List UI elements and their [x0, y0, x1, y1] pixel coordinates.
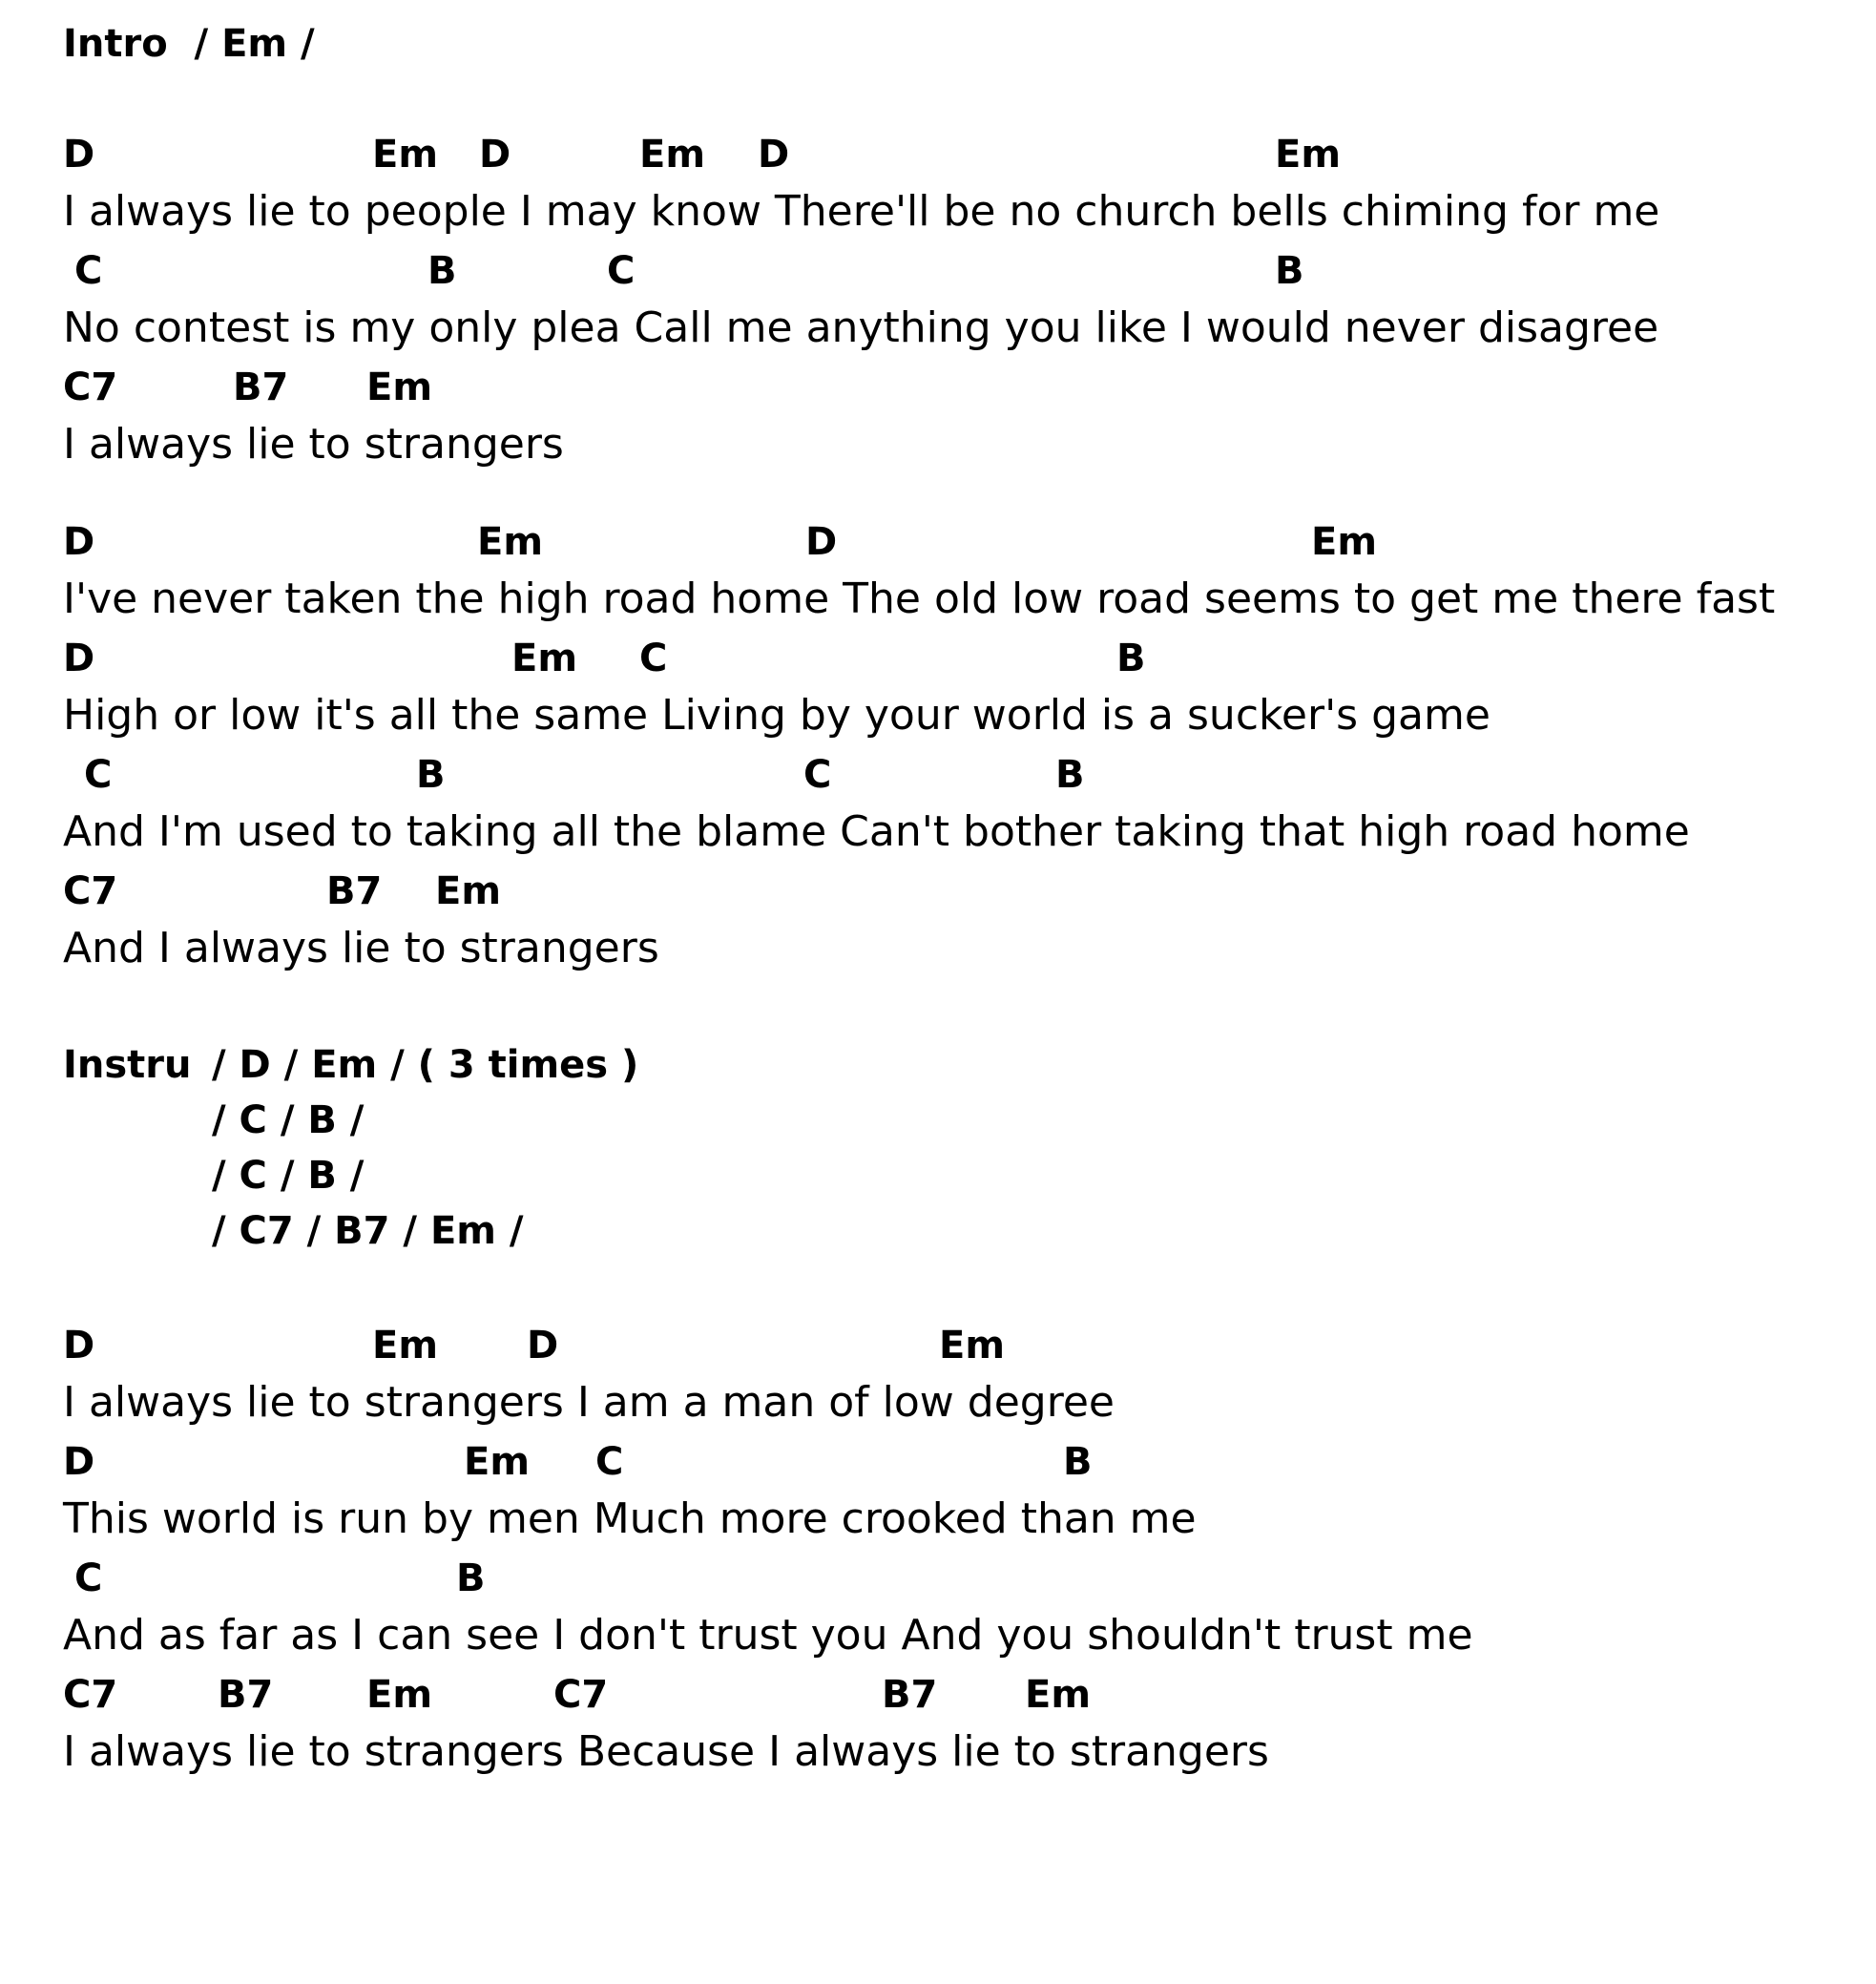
verse3-line1-chords: [63, 1324, 1006, 1372]
chord: B7: [218, 1673, 274, 1717]
instrumental-label: Instru: [63, 1043, 192, 1087]
chord: C: [607, 249, 636, 293]
chord: C7: [63, 869, 118, 913]
chord: B: [1116, 637, 1146, 680]
verse1-line1-lyric: I always lie to people I may know There'll be no church bells chiming for me: [63, 187, 1660, 236]
verse3-line1-lyric: I always lie to strangers I am a man of low degree: [63, 1378, 1115, 1427]
chord: D: [63, 637, 95, 680]
chord: B: [1055, 753, 1085, 797]
chord: D: [63, 1324, 95, 1368]
chord: Em: [372, 133, 439, 177]
chord: Em: [939, 1324, 1006, 1368]
chord: C7: [63, 1673, 118, 1717]
chord: Em: [1311, 520, 1378, 564]
chord: C: [74, 1556, 103, 1600]
chord: B7: [882, 1673, 938, 1717]
chord: B7: [326, 869, 383, 913]
chord: Em: [435, 869, 502, 913]
chord: C7: [553, 1673, 609, 1717]
instrumental-row: / C7 / B7 / Em /: [212, 1209, 524, 1253]
chord: B7: [233, 365, 289, 409]
chord: B: [1063, 1440, 1093, 1484]
chord: Em: [372, 1324, 439, 1368]
chord: Em: [1025, 1673, 1092, 1717]
chord: D: [63, 520, 95, 564]
chord: C: [639, 637, 668, 680]
verse2-line4-lyric: And I always lie to strangers: [63, 924, 659, 972]
chord: C7: [63, 365, 118, 409]
chord: B: [427, 249, 457, 293]
verse3-line4-chords: [63, 1673, 1092, 1722]
chord: Em: [511, 637, 578, 680]
instrumental-row: / C / B /: [212, 1098, 365, 1142]
instrumental-row: / C / B /: [212, 1154, 365, 1198]
verse3-line3-lyric: And as far as I can see I don't trust you And you shouldn't trust me: [63, 1611, 1473, 1660]
chord: C: [84, 753, 113, 797]
verse2-line3-lyric: And I'm used to taking all the blame Can't bother taking that high road home: [63, 807, 1690, 856]
verse2-line4-chords: [63, 869, 502, 918]
chord: Em: [1275, 133, 1342, 177]
chord: D: [758, 133, 790, 177]
verse2-line1-lyric: I've never taken the high road home The old low road seems to get me there fast: [63, 574, 1776, 623]
verse2-line2-lyric: High or low it's all the same Living by your world is a sucker's game: [63, 691, 1490, 740]
verse1-line2-chords: [63, 249, 1304, 298]
instrumental-row: / D / Em / ( 3 times ): [212, 1043, 639, 1087]
verse2-line2-chords: [63, 637, 1146, 685]
chord: C: [74, 249, 103, 293]
verse2-line3-chords: [63, 753, 1085, 802]
chord: Em: [477, 520, 544, 564]
chord: D: [63, 1440, 95, 1484]
verse3-line3-chords: [63, 1556, 486, 1605]
chord: B: [456, 1556, 486, 1600]
intro-line: Intro / Em /: [63, 22, 315, 66]
verse3-line4-lyric: I always lie to strangers Because I always lie to strangers: [63, 1727, 1269, 1776]
verse1-line1-chords: [63, 133, 1342, 181]
chord: Em: [366, 1673, 433, 1717]
chord: Em: [639, 133, 706, 177]
chord: B: [1275, 249, 1304, 293]
verse3-line2-chords: [63, 1440, 1093, 1489]
chord: D: [63, 133, 95, 177]
chord: C: [595, 1440, 624, 1484]
chord: Em: [464, 1440, 531, 1484]
chord: D: [527, 1324, 559, 1368]
verse1-line3-lyric: I always lie to strangers: [63, 420, 564, 469]
verse2-line1-chords: [63, 520, 1378, 569]
verse3-line2-lyric: This world is run by men Much more crooked than me: [63, 1494, 1197, 1543]
chord: B: [416, 753, 446, 797]
verse1-line3-chords: [63, 365, 433, 414]
verse1-line2-lyric: No contest is my only plea Call me anything you like I would never disagree: [63, 303, 1659, 352]
chord: D: [479, 133, 511, 177]
chord: D: [805, 520, 838, 564]
chord: C: [803, 753, 832, 797]
chord: Em: [366, 365, 433, 409]
